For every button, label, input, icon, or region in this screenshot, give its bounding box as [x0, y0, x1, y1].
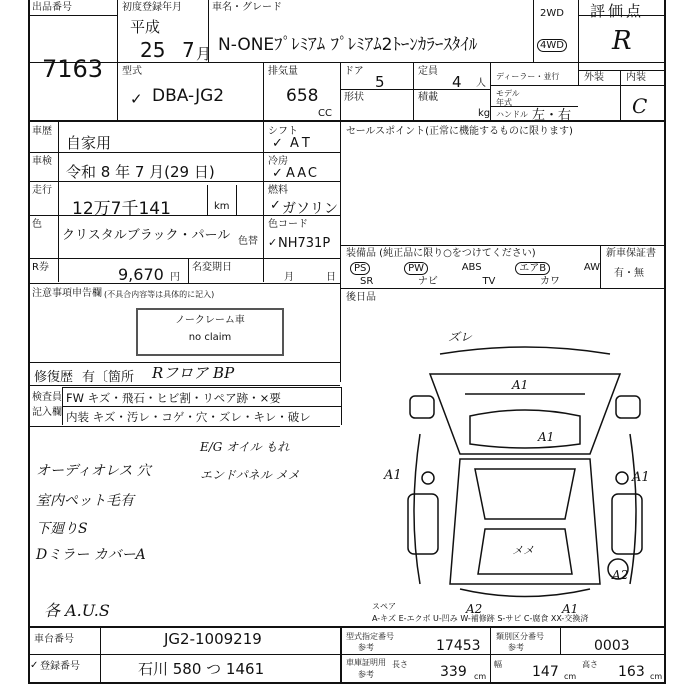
usage-value: 自家用 — [66, 134, 112, 152]
hw-note-1: E/G オイル もれ — [200, 440, 290, 454]
check-mark-icon: ✓ — [30, 660, 39, 671]
length-value: 339 — [440, 664, 467, 680]
equipment-item: ABS — [461, 262, 482, 273]
load-unit: kg — [478, 108, 491, 119]
model-cert-value: 17453 — [436, 638, 481, 654]
equipment-item: SR — [360, 276, 374, 287]
model-cert-ref: 参考 — [358, 643, 374, 652]
ac-value: AAC — [286, 166, 319, 181]
equipment-item: AW — [583, 262, 600, 273]
diagram-mark-a1-top: A1 — [512, 378, 529, 392]
category-label: 類別区分番号 — [496, 632, 544, 641]
diagram-mark-zure: ズレ — [448, 330, 473, 344]
inspection-value: 令和 8 年 7 月(29 日) — [66, 163, 215, 181]
width-label: 幅 — [494, 660, 502, 669]
first-reg-year: 25 — [140, 38, 166, 62]
check-mark-icon: ✓ — [130, 90, 143, 108]
int-score: C — [632, 94, 648, 118]
score-label: 評価点 — [590, 2, 645, 20]
check-mark-icon: ✓ — [268, 236, 278, 249]
plate-label: 登録番号 — [40, 661, 80, 672]
load-label: 積載 — [418, 92, 438, 103]
chassis-value: JG2-1009219 — [164, 630, 262, 648]
check-mark-icon: ✓ — [270, 198, 281, 213]
equipment-item: PS — [350, 262, 370, 275]
equipment-row-2 — [360, 276, 560, 287]
diagram-mark-a2-right: A2 — [612, 568, 629, 582]
recycle-label: R券 — [32, 262, 49, 273]
category-ref: 参考 — [508, 643, 524, 652]
color-code-value: NH731P — [278, 236, 331, 251]
shift-label: シフト — [268, 126, 298, 137]
rear-label: 後日品 — [346, 292, 376, 303]
handle-value: 左・右 — [532, 108, 572, 123]
height-label: 高さ — [582, 660, 598, 669]
equipment-label: 装備品 (純正品に限り○をつけてください) — [346, 248, 536, 259]
hw-line-2: 室内ペット毛有 — [36, 493, 134, 509]
category-value: 0003 — [594, 638, 630, 654]
lot-number: 7163 — [42, 55, 104, 83]
hw-line-4: Dミラー カバーA — [36, 547, 146, 563]
first-reg-era: 平成 — [130, 18, 161, 36]
diagram-mark-a1-hood: A1 — [538, 430, 555, 444]
shape-label: 形状 — [344, 92, 364, 103]
check-mark-icon: ✓ — [272, 136, 283, 151]
width-value: 147 — [532, 664, 559, 680]
mileage-label: 走行 — [32, 185, 52, 196]
diagram-mark-a2-rear: A2 — [466, 602, 483, 616]
first-reg-label: 初度登録年月 — [122, 2, 182, 13]
lot-label: 出品番号 — [32, 2, 72, 13]
ext-label: 外装 — [584, 72, 604, 83]
diagram-mark-a1-left: A1 — [384, 468, 402, 483]
no-claim-en: no claim — [188, 332, 232, 343]
first-reg-month: 7 — [182, 38, 195, 62]
displacement: 658 — [286, 86, 319, 106]
doors-label: ドア — [344, 66, 364, 77]
new-car-label: 新車保証書 — [606, 248, 656, 259]
notes-sub: (不具合内容等は具体的に記入) — [104, 290, 215, 299]
inspector-row-2: 内装 キズ・汚レ・コゲ・穴・ズレ・キレ・破レ — [66, 410, 311, 424]
dealer-label: ディーラー・並行 — [496, 72, 560, 81]
drive-4wd: 4WD — [537, 39, 567, 52]
shift-value: AT — [290, 136, 314, 151]
check-mark-icon: ✓ — [272, 166, 283, 181]
cert-ref: 参考 — [358, 670, 374, 679]
recycle-unit: 円 — [170, 272, 180, 283]
plate-value: 石川 580 つ 1461 — [138, 660, 265, 678]
fuel-label: 燃料 — [268, 185, 288, 196]
chassis-label: 車台番号 — [34, 634, 74, 645]
capacity-label: 定員 — [418, 66, 438, 77]
model-cert-label: 型式指定番号 — [346, 632, 394, 641]
meikigeshi-month: 月 — [284, 272, 294, 283]
spare-label: スペア — [372, 602, 396, 611]
capacity: 4 — [452, 73, 462, 91]
score-value: R — [612, 26, 632, 56]
diagram-mark-a1-rear: A1 — [562, 602, 579, 616]
first-reg-month-unit: 月 — [196, 45, 212, 63]
mileage-unit: km — [214, 201, 230, 212]
model-year-label: モデル年式 — [496, 89, 520, 107]
handle-label: ハンドル — [496, 110, 528, 119]
color-value: クリスタルブラック・パール — [62, 228, 231, 243]
mileage-value: 12万7千141 — [72, 199, 171, 219]
no-claim-stamp — [136, 308, 284, 356]
height-value: 163 — [618, 664, 645, 680]
no-claim-jp: ノークレーム車 — [175, 315, 245, 326]
equipment-item: カワ — [539, 276, 560, 287]
type-label: 型式 — [122, 66, 142, 77]
cert-label: 車庫証明用 — [346, 658, 386, 667]
inspection-label: 車検 — [32, 156, 52, 167]
recycle-fee: 9,670 — [118, 265, 164, 284]
usage-label: 車歴 — [32, 126, 52, 137]
repair-label: 修復歴 — [34, 370, 74, 385]
hw-line-1: オーディオレス 穴 — [36, 463, 151, 479]
inspector-row-1: FW キズ・飛石・ヒビ割・リペア跡・×要 — [66, 391, 281, 405]
equipment-item: ナビ — [417, 276, 438, 287]
color-code-label: 色コード — [268, 219, 308, 230]
hw-line-3: 下廻りS — [36, 521, 88, 537]
displacement-unit: CC — [318, 108, 332, 119]
equipment-item: TV — [482, 276, 496, 287]
color-change-label: 色替 — [238, 236, 258, 247]
inspector-label-1: 検査員 — [32, 392, 62, 403]
int-label: 内装 — [626, 72, 646, 83]
hw-note-2: エンドパネル メメ — [200, 468, 300, 482]
diagram-mark-meme: メメ — [512, 544, 534, 557]
length-label: 長さ — [392, 660, 408, 669]
doors: 5 — [375, 73, 385, 91]
color-label: 色 — [32, 219, 42, 230]
length-unit: cm — [474, 672, 487, 681]
displacement-label: 排気量 — [268, 66, 298, 77]
fuel-value: ガソリン — [282, 201, 338, 217]
meikigeshi-day: 日 — [326, 272, 336, 283]
meikigeshi-label: 名変期日 — [192, 262, 232, 273]
model-grade: N-ONEﾌﾟﾚﾐｱﾑ ﾌﾟﾚﾐｱﾑ2ﾄｰﾝｶﾗｰｽﾀｲﾙ — [218, 35, 478, 55]
notes-label: 注意事項申告欄 — [32, 288, 102, 299]
new-car-value: 有・無 — [614, 268, 644, 279]
drive-2wd: 2WD — [540, 8, 564, 19]
equipment-item: PW — [404, 262, 428, 275]
type-value: DBA-JG2 — [152, 86, 225, 106]
repair-value: 有〔箇所 — [82, 370, 135, 385]
capacity-unit: 人 — [476, 78, 486, 89]
damage-legend: A-キズ E-エクボ U-凹み W-補修跡 S-サビ C-腐食 XX-交換済 — [372, 614, 589, 623]
equipment-item: エアB — [515, 262, 550, 275]
sales-point-label: セールスポイント(正常に機能するものに限ります) — [346, 126, 573, 137]
repair-location: Rフロア BP — [152, 364, 235, 382]
hw-line-5: 各 A.U.S — [44, 601, 110, 620]
height-unit: cm — [650, 672, 663, 681]
width-unit: cm — [564, 672, 577, 681]
ac-label: 冷房 — [268, 156, 288, 167]
inspector-label-2: 記入欄 — [32, 407, 62, 418]
model-grade-label: 車名・グレード — [212, 2, 282, 13]
equipment-row-1 — [350, 262, 600, 275]
diagram-mark-a1-right: A1 — [632, 470, 650, 485]
